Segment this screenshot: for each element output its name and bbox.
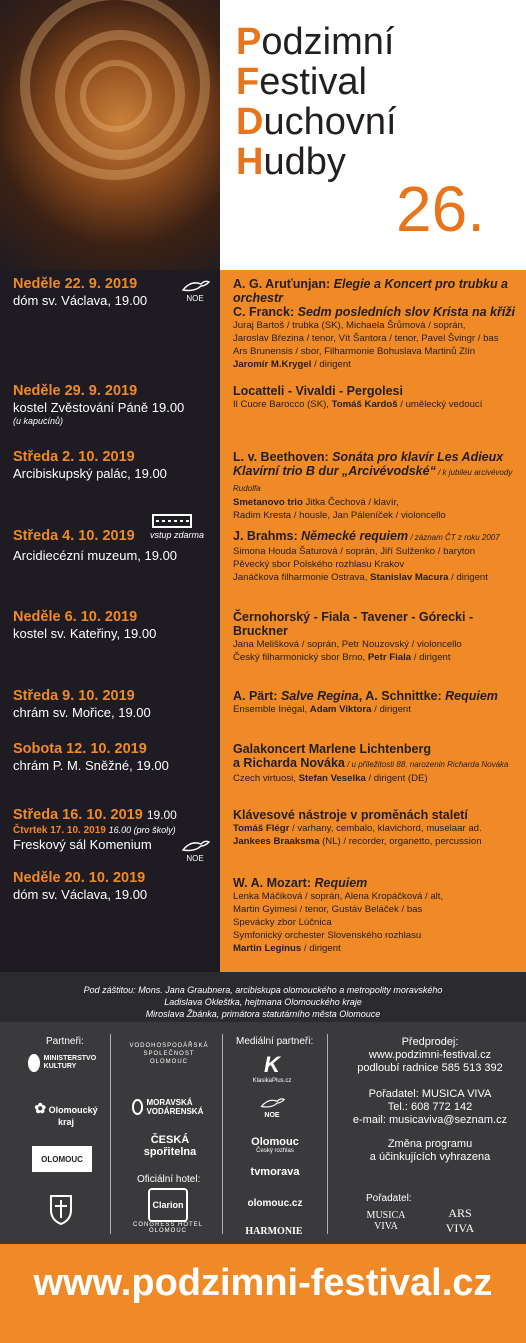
clarion-subtitle: CONGRESS HOTEL OLOMOUC xyxy=(132,1222,203,1234)
organizer-email[interactable]: e-mail: musicaviva@seznam.cz xyxy=(352,1114,508,1126)
edition-number: 26. xyxy=(396,173,485,245)
performer-line: Jankees Braaksma (NL) / recorder, organetto, percussion xyxy=(233,836,482,847)
presale-info xyxy=(340,1036,520,1075)
performer-line: Il Cuore Barocco (SK), Tomáš Kardoš / umělecký vedoucí xyxy=(233,399,483,410)
media-partners-title: Mediální partneři: xyxy=(236,1036,314,1047)
klasika-logo: K KlasikaPlus.cz xyxy=(252,1052,292,1084)
venue-note: (u kapucínů) xyxy=(13,416,64,426)
event-date-2: Čtvrtek 17. 10. 2019 16.00 (pro školy) xyxy=(13,825,176,836)
dove-icon xyxy=(257,1096,287,1110)
event-date: Středa 4. 10. 2019 xyxy=(13,528,135,544)
event-date: Neděle 6. 10. 2019 xyxy=(13,609,138,625)
divider xyxy=(327,1034,328,1234)
organizer-info xyxy=(340,1088,520,1127)
cesky-rozhlas-logo: Olomouc Český rozhlas xyxy=(251,1136,299,1154)
noe-logo: NOE xyxy=(179,278,211,302)
event-5-when xyxy=(13,609,218,642)
performer-line: Jaroslav Březina / tenor, Vít Šantora / tenor, Pavel Švingr / bas xyxy=(233,333,499,344)
title-line-1: Podzimní xyxy=(236,21,395,63)
organizer-tel: Tel.: 608 772 142 xyxy=(387,1101,473,1113)
event-title-2: a Richarda Nováka / u příležitosti 88. narozenin Richarda Nováka xyxy=(233,756,509,770)
flower-icon: ✿ xyxy=(34,1100,47,1116)
conductor-line: Ensemble Inégal, Adam Viktora / dirigent xyxy=(233,704,411,715)
event-venue: kostel sv. Kateřiny, 19.00 xyxy=(13,626,157,641)
event-8-program xyxy=(233,808,521,848)
event-title-2: Klavírní trio B dur „Arcivévodské“ / k jubileu arcivévody Rudolfa xyxy=(233,464,513,493)
organizer-title: Pořadatel: xyxy=(366,1193,412,1204)
conductor-line: Janáčkova filharmonie Ostrava, Stanislav Macura / dirigent xyxy=(233,572,488,583)
event-venue: Arcibiskupský palác, 19.00 xyxy=(13,466,167,481)
event-title: J. Brahms: Německé requiem / záznam ČT z roku 2007 xyxy=(233,529,500,543)
event-title: L. v. Beethoven: Sonáta pro klavír Les Adieux xyxy=(233,450,504,464)
event-venue: dóm sv. Václava, 19.00 xyxy=(13,887,148,902)
conductor-line: Czech virtuosi, Stefan Veselka / dirigent (DE) xyxy=(233,773,428,784)
header-photo xyxy=(0,0,220,270)
event-venue: kostel Zvěstování Páně 19.00 xyxy=(13,400,185,415)
moravska-vodarenska-logo: MORAVSKÁ VODÁRENSKÁ xyxy=(132,1098,212,1116)
event-7-program xyxy=(233,742,521,785)
ceska-sporitelna-logo: ČESKÁ spořitelna xyxy=(143,1134,197,1158)
title-line-3: Duchovní xyxy=(236,101,397,143)
title-line-4: Hudby xyxy=(236,141,346,183)
event-title: Galakoncert Marlene Lichtenberg xyxy=(233,742,431,756)
event-title: Locatteli - Vivaldi - Pergolesi xyxy=(233,384,403,398)
event-date: Středa 9. 10. 2019 xyxy=(13,688,135,704)
conductor-line: Jaromír M.Krygel / dirigent xyxy=(233,359,351,370)
olomoucky-kraj-logo: ✿ Olomoucký kraj xyxy=(34,1100,98,1127)
event-title: W. A. Mozart: Requiem xyxy=(233,876,368,890)
performer-line: Radim Kresta / housle, Jan Páleníček / violoncello xyxy=(233,510,446,521)
performer-line: Pěvecký sbor Polského rozhlasu Krakov xyxy=(233,559,405,570)
olomouc-city-logo: OLOMOUC xyxy=(32,1146,92,1172)
event-venue: chrám sv. Mořice, 19.00 xyxy=(13,705,151,720)
presale-title: Předprodej: xyxy=(401,1036,459,1048)
event-venue: chrám P. M. Sněžné, 19.00 xyxy=(13,758,169,773)
organizer-name: Pořadatel: MUSICA VIVA xyxy=(368,1088,492,1100)
performer-line: Symfonický orchester Slovenského rozhlasu xyxy=(233,930,422,941)
event-3-when xyxy=(13,449,218,482)
presale-url[interactable]: www.podzimni-festival.cz xyxy=(368,1049,492,1061)
performer-line: Juraj Bartoš / trubka (SK), Michaela Šrůmová / soprán, xyxy=(233,320,466,331)
title-line-2: Festival xyxy=(236,61,367,103)
performer-line: Spevácky zbor Lúčnica xyxy=(233,917,332,928)
event-date: Sobota 12. 10. 2019 xyxy=(13,741,147,757)
performer-line: Lenka Máčiková / soprán, Alena Kropáčková / alt, xyxy=(233,891,444,902)
performer-line: Martin Gyimesi / tenor, Gustáv Beláček / bas xyxy=(233,904,423,915)
footer-url[interactable]: www.podzimni-festival.cz xyxy=(33,1262,493,1304)
event-venue: dóm sv. Václava, 19.00 xyxy=(13,293,148,308)
event-5-program xyxy=(233,610,521,664)
hotel-title: Oficiální hotel: xyxy=(137,1174,201,1185)
patronage-block xyxy=(0,972,526,1022)
event-title: Klávesové nástroje v proměnách staletí xyxy=(233,808,468,822)
divider xyxy=(110,1034,111,1234)
harmonie-logo: HARMONIE xyxy=(245,1226,303,1237)
tvmorava-logo: tvmorava xyxy=(250,1166,300,1178)
event-2-when xyxy=(13,383,218,426)
conductor-line: Martin Leginus / dirigent xyxy=(233,943,341,954)
ministry-culture-logo: MINISTERSTVO KULTURY xyxy=(28,1054,100,1072)
event-9-when xyxy=(13,870,218,903)
presale-phone: podloubí radnice 585 513 392 xyxy=(357,1062,503,1074)
free-entry-note: vstup zdarma xyxy=(150,530,205,540)
program-change-note: Změna programu a účinkujících vyhrazena xyxy=(369,1138,491,1163)
performer-line: Simona Houda Šaturová / soprán, Jiří Sulženko / baryton xyxy=(233,546,476,557)
performer-line: Ars Brunensis / sbor, Filharmonie Bohuslava Martinů Zlín xyxy=(233,346,476,357)
event-3-program xyxy=(233,450,521,522)
event-date: Středa 2. 10. 2019 xyxy=(13,449,135,465)
circle-icon xyxy=(28,1054,40,1072)
event-1-program xyxy=(233,277,521,371)
patron-line: Miroslava Žbánka, primátora statutárního města Olomouce xyxy=(145,1009,381,1019)
event-date: Středa 16. 10. 2019 19.00 xyxy=(13,807,177,823)
event-6-when xyxy=(13,688,218,721)
noe-media-logo: NOE xyxy=(254,1096,290,1119)
vodohospodarska-logo: VODOHOSPODÁŘSKÁ SPOLEČNOST OLOMOUC xyxy=(129,1043,209,1065)
dove-icon xyxy=(179,838,211,854)
olomouc-cz-logo: olomouc.cz xyxy=(247,1198,303,1209)
musica-viva-logo: MUSICA VIVA xyxy=(366,1210,406,1232)
film-strip-icon xyxy=(152,514,192,528)
dove-icon xyxy=(179,278,211,294)
event-7-when xyxy=(13,741,218,774)
event-4-program xyxy=(233,529,521,584)
performer-line: Tomáš Flégr / varhany, cembalo, klavichord, muselaar ad. xyxy=(233,823,482,834)
event-date: Neděle 22. 9. 2019 xyxy=(13,276,138,292)
event-2-program xyxy=(233,384,521,411)
event-9-program xyxy=(233,876,521,955)
event-date: Neděle 29. 9. 2019 xyxy=(13,383,138,399)
event-title: A. Pärt: Salve Regina, A. Schnittke: Requiem xyxy=(233,689,498,703)
ars-viva-logo: ARS VIVA xyxy=(445,1206,475,1235)
patron-line: Pod záštitou: Mons. Jana Graubnera, arcibiskupa olomouckého a metropolity moravského xyxy=(83,985,443,995)
event-title: A. G. Aruťunjan: Elegie a Koncert pro trubku a orchestr xyxy=(233,277,509,305)
event-venue: Arcidiecézní muzeum, 19.00 xyxy=(13,548,178,563)
divider xyxy=(222,1034,223,1234)
event-date: Neděle 20. 10. 2019 xyxy=(13,870,146,886)
partners-title: Partneři: xyxy=(46,1036,84,1047)
coat-of-arms-icon xyxy=(48,1192,74,1226)
patron-line: Ladislava Okleštka, hejtmana Olomouckého kraje xyxy=(164,997,362,1007)
clarion-logo: Clarion xyxy=(148,1188,188,1222)
water-icon xyxy=(132,1099,143,1115)
festival-title xyxy=(220,0,526,270)
conductor-line: Český filharmonický sbor Brno, Petr Fiala / dirigent xyxy=(233,652,451,663)
noe-logo: NOE xyxy=(179,838,211,862)
event-title: Černohorský - Fiala - Tavener - Górecki - Bruckner xyxy=(233,610,474,638)
performer-line: Jana Melišková / soprán, Petr Nouzovský / violoncello xyxy=(233,639,462,650)
event-title-2: C. Franck: Sedm posledních slov Krista na kříži xyxy=(233,305,516,319)
event-6-program xyxy=(233,689,521,716)
k-icon: K xyxy=(264,1052,280,1077)
performer-line: Smetanovo trio Jitka Čechová / klavír, xyxy=(233,497,399,508)
event-venue: Freskový sál Komenium xyxy=(13,837,152,852)
